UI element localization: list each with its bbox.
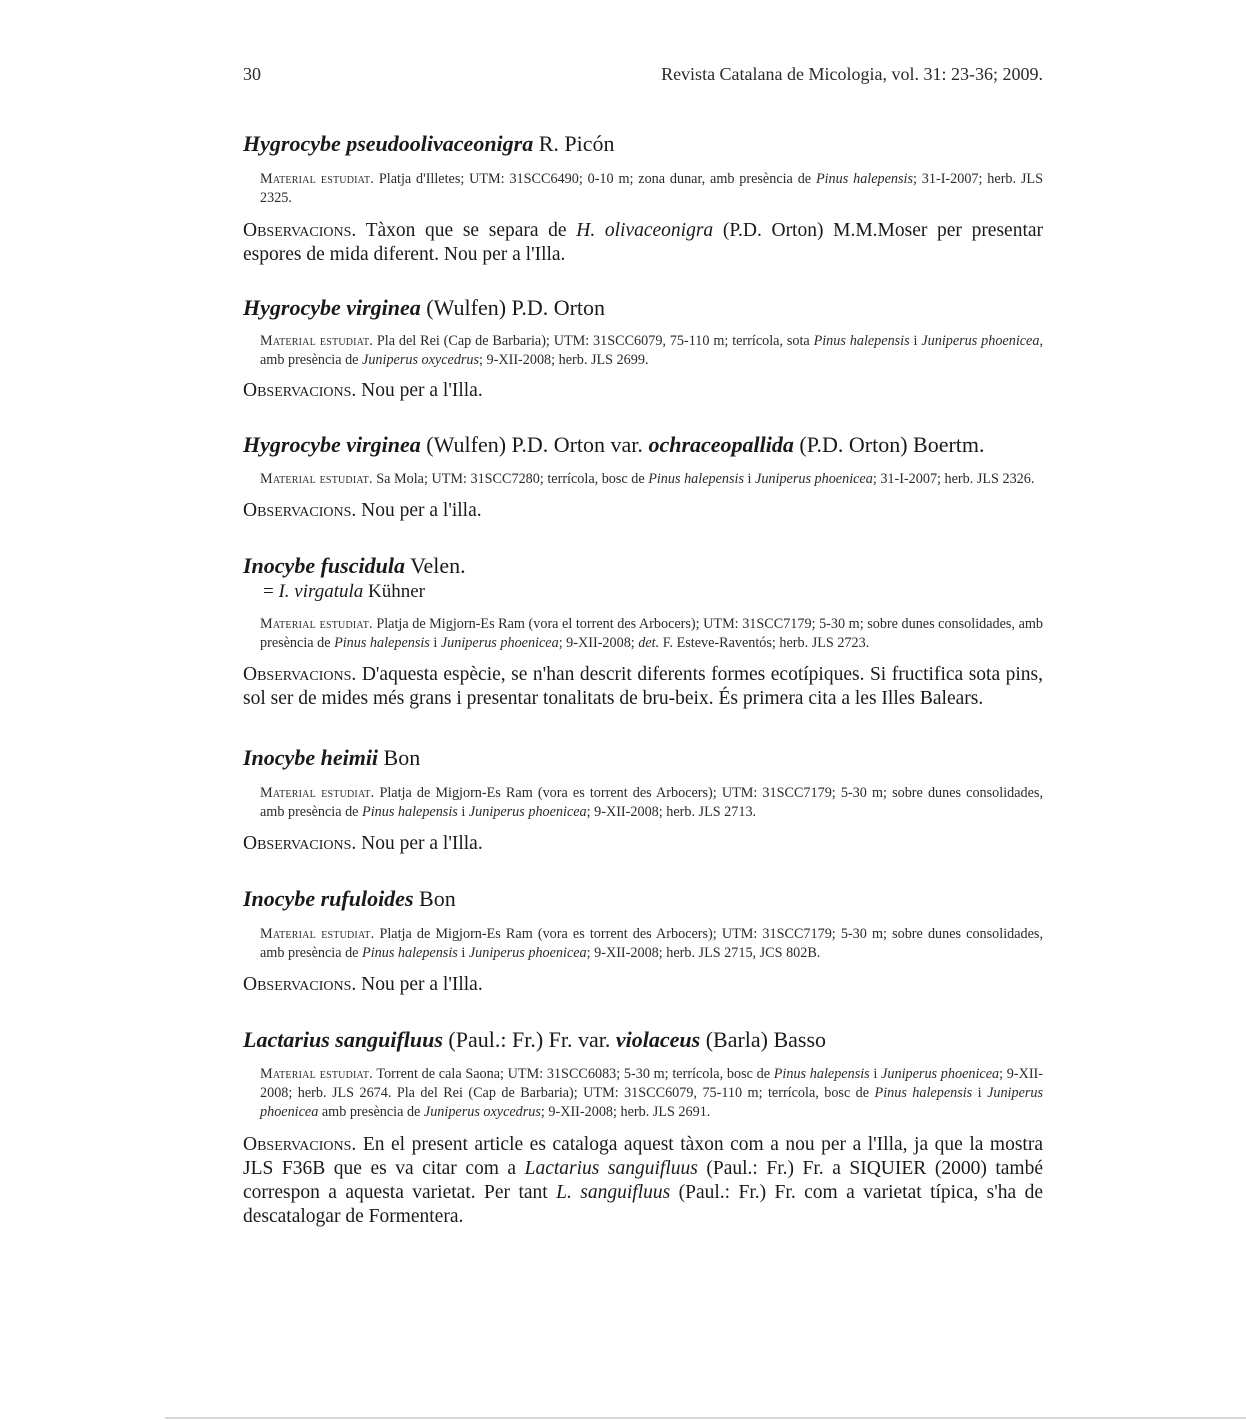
observations: Observacions. Nou per a l'Illa. — [243, 833, 483, 854]
observations: Observacions. Nou per a l'Illa. — [243, 380, 483, 401]
taxon-entry — [243, 744, 1043, 856]
taxon-entry — [243, 1026, 1043, 1229]
material-studied: Material estudiat. Pla del Rei (Cap de Barbaria); UTM: 31SCC6079, 75-110 m; terrícola, sota Pinus halepensis i Juniperus phoenicea, amb presència de Juniperus oxycedrus; 9-XII-2008; herb. JLS 2699. — [260, 333, 1043, 368]
observations: Observacions. En el present article es cataloga aquest tàxon com a nou per a l'Illa, ja que la mostra JLS F36B que es va citar com a Lactarius sanguifluus (Paul.: Fr.) Fr. a SIQUIER (2000) també correspon a aquesta varietat. Per tant L. sanguifluus (Paul.: Fr.) Fr. com a varietat típica, s'ha de descatalogar de Formentera. — [243, 1134, 1044, 1227]
taxon-entry — [243, 431, 1043, 523]
taxon-title: Hygrocybe pseudoolivaceonigra R. Picón — [243, 131, 615, 156]
material-studied: Material estudiat. Platja de Migjorn-Es Ram (vora es torrent des Arbocers); UTM: 31SCC7179; 5-30 m; sobre dunes consolidades, amb presència de Pinus halepensis i Juniperus phoenicea; 9-XII-2008; herb. JLS 2715, JCS 802B. — [260, 926, 1043, 961]
taxon-title: Inocybe heimii Bon — [243, 745, 421, 770]
taxon-title: Hygrocybe virginea (Wulfen) P.D. Orton — [243, 295, 606, 320]
taxon-entry — [243, 885, 1043, 997]
taxon-entry — [243, 294, 1043, 403]
running-header — [243, 64, 1043, 90]
taxon-entry — [243, 130, 1043, 267]
observations: Observacions. Tàxon que se separa de H. olivaceonigra (P.D. Orton) M.M.Moser per presentar espores de mida diferent. Nou per a l'Illa. — [243, 220, 1044, 265]
synonym: = I. virgatula Kühner — [263, 581, 425, 602]
taxon-entry — [243, 552, 1043, 711]
observations: Observacions. Nou per a l'illa. — [243, 500, 482, 521]
material-studied: Material estudiat. Sa Mola; UTM: 31SCC7280; terrícola, bosc de Pinus halepensis i Juniperus phoenicea; 31-I-2007; herb. JLS 2326. — [260, 471, 1035, 487]
material-studied: Material estudiat. Platja de Migjorn-Es Ram (vora es torrent des Arbocers); UTM: 31SCC7179; 5-30 m; sobre dunes consolidades, amb presència de Pinus halepensis i Juniperus phoenicea; 9-XII-2008; herb. JLS 2713. — [260, 785, 1043, 820]
journal-citation: Revista Catalana de Micologia, vol. 31: 23-36; 2009. — [661, 64, 1043, 84]
taxon-title: Inocybe rufuloides Bon — [243, 886, 456, 911]
material-studied: Material estudiat. Platja d'Illetes; UTM: 31SCC6490; 0-10 m; zona dunar, amb presència de Pinus halepensis; 31-I-2007; herb. JLS 2325. — [260, 171, 1043, 206]
material-studied: Material estudiat. Platja de Migjorn-Es Ram (vora el torrent des Arbocers); UTM: 31SCC7179; 5-30 m; sobre dunes consolidades, amb presència de Pinus halepensis i Juniperus phoenicea; 9-XII-2008; det. F. Esteve-Raventós; herb. JLS 2723. — [260, 616, 1043, 651]
observations: Observacions. Nou per a l'Illa. — [243, 974, 483, 995]
page-number: 30 — [243, 64, 261, 84]
taxon-title: Lactarius sanguifluus (Paul.: Fr.) Fr. var. violaceus (Barla) Basso — [243, 1027, 827, 1052]
page — [243, 64, 1043, 1229]
scan-edge-line — [165, 1417, 1246, 1419]
observations: Observacions. D'aquesta espècie, se n'han descrit diferents formes ecotípiques. Si fructifica sota pins, sol ser de mides més grans i presentar tonalitats de bru-beix. És primera cita a les Illes Balears. — [243, 664, 1044, 709]
material-studied: Material estudiat. Torrent de cala Saona; UTM: 31SCC6083; 5-30 m; terrícola, bosc de Pinus halepensis i Juniperus phoenicea; 9-XII-2008; herb. JLS 2674. Pla del Rei (Cap de Barbaria); UTM: 31SCC6079, 75-110 m; terrícola, bosc de Pinus halepensis i Juniperus phoenicea amb presència de Juniperus oxycedrus; 9-XII-2008; herb. JLS 2691. — [260, 1066, 1044, 1120]
taxon-title: Inocybe fuscidula Velen. — [243, 553, 466, 578]
taxon-title: Hygrocybe virginea (Wulfen) P.D. Orton var. ochraceopallida (P.D. Orton) Boertm. — [243, 432, 985, 457]
